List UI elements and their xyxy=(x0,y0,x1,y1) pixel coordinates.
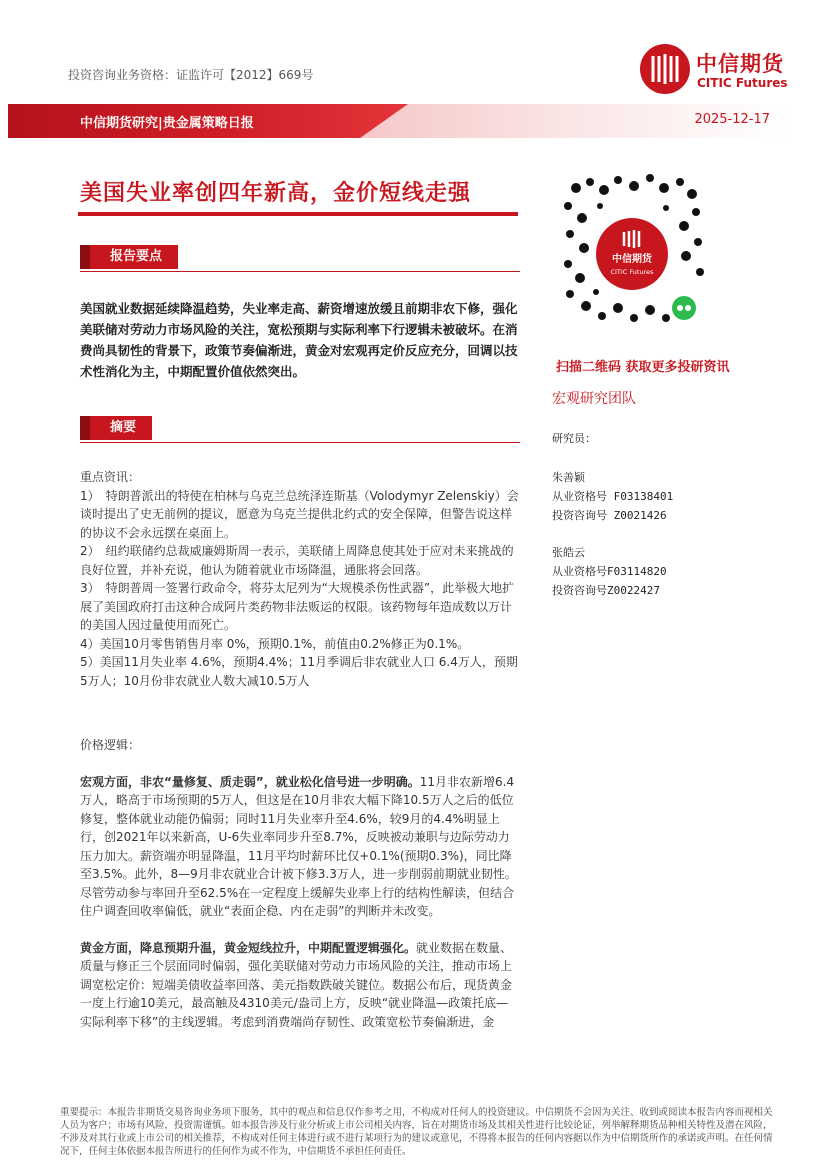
researcher-label: 研究员： xyxy=(552,432,596,445)
logo-mark-icon xyxy=(640,44,690,94)
logo-text-cn: 中信期货 xyxy=(696,52,784,76)
gold-lead: 黄金方面，降息预期升温，黄金短线拉升，中期配置逻辑强化。 xyxy=(80,940,417,955)
news-heading: 重点资讯： xyxy=(80,470,141,484)
highlights-section-tag xyxy=(80,245,520,269)
abstract-tag-label: 摘要 xyxy=(80,416,152,440)
qr-code[interactable] xyxy=(556,168,708,340)
highlights-rule xyxy=(80,271,520,272)
researcher-consult-id: 投资咨询号Z0022427 xyxy=(552,584,660,597)
researcher-qualification: 从业资格号 F03138401 xyxy=(552,490,674,503)
summary-paragraph: 美国就业数据延续降温趋势，失业率走高、薪资增速放缓且前期非农下修，强化美联储对劳动力市场风险的关注，宽松预期与实际利率下行逻辑未被破坏。在消费尚具韧性的背景下，政策节奏偏渐进，黄金对宏观再定价反应充分，回调以技术性消化为主，中期配置价值依然突出。 xyxy=(80,301,518,379)
qr-caption: 扫描二维码 获取更多投研资讯 xyxy=(556,360,730,375)
abstract-rule xyxy=(80,442,520,443)
svg-text:CITIC Futures: CITIC Futures xyxy=(610,268,654,276)
researcher-name: 朱善颖 xyxy=(552,471,585,484)
report-title: 美国失业率创四年新高，金价短线走强 xyxy=(80,181,472,206)
banner-title: 中信期货研究|贵金属策略日报 xyxy=(80,116,254,131)
macro-paragraph xyxy=(80,773,520,921)
news-block xyxy=(80,468,520,690)
researcher-card xyxy=(552,468,673,525)
logo-text-en: CITIC Futures xyxy=(697,76,788,90)
macro-body: 11月非农新增6.4万人，略高于市场预期的5万人，但这是在10月非农大幅下降10.5万人之后的低位修复，整体就业动能仍偏弱；同时11月失业率升至4.6%，较9月的4.4%明显上行，创2021年以来新高，U-6失业率同步升至8.7%，反映被动兼职与边际劳动力压力加大。薪资端亦明显降温，11月平均时薪环比仅+0.1%(预期0.3%)，同比降至3.5%。此外，8—9月非农就业合计被下修3.3万人，进一步削弱前期就业韧性。尽管劳动参与率回升至62.5%在一定程度上缓解失业率上行的结构性解读，但结合住户调查回收率偏低，就业“表面企稳、内在走弱”的判断并未改变。 xyxy=(80,774,517,918)
news-item: 3） 特朗普周一签署行政命令，将芬太尼列为“大规模杀伤性武器”，此举极大地扩展了美国政府打击这种合成阿片类药物非法贩运的权限。该药物每年造成数以万计的美国人因过量使用而死亡。 xyxy=(80,581,515,632)
gold-paragraph xyxy=(80,939,520,1032)
gold-body: 就业数据在数量、质量与修正三个层面同时偏弱，强化美联储对劳动力市场风险的关注，推动市场上调宽松定价：短端美债收益率回落、美元指数跌破关键位。数据公布后，现货黄金一度上行逾10美元，最高触及4310美元/盎司上方，反映“就业降温—政策托底—实际利率下移”的主线逻辑。考虑到消费端尚存韧性、政策宽松节奏偏渐进，金 xyxy=(80,940,513,1029)
qr-pattern-icon xyxy=(556,168,708,340)
researcher-name: 张皓云 xyxy=(552,546,585,559)
report-banner xyxy=(8,104,788,138)
researcher-consult-id: 投资咨询号 Z0021426 xyxy=(552,509,667,522)
abstract-section-tag xyxy=(80,416,520,440)
news-item: 1） 特朗普派出的特使在柏林与乌克兰总统泽连斯基（Volodymyr Zelenskiy）会谈时提出了史无前例的提议，愿意为乌克兰提供北约式的安全保障，但警告说这样的协议不会永远摆在桌面上。 xyxy=(80,488,519,540)
disclaimer-footer: 重要提示：本报告非期货交易咨询业务项下服务，其中的观点和信息仅作参考之用，不构成对任何人的投资建议。中信期货不会因为关注、收到或阅读本报告内容而视相关人员为客户；市场有风险，投资需谨慎。如本报告涉及行业分析或上市公司相关内容，旨在对期货市场及其相关性进行比较论证，列举解释期货品种相关特性及潜在风险，不涉及对其行业或上市公司的相关推荐，不构成对任何主体进行或不进行某项行为的建议或意见，不得将本报告的任何内容据以作为中信期货所作的承诺或声明。在任何情况下，任何主体依据本报告所进行的任何作为或不作为，中信期货不承担任何责任。 xyxy=(60,1107,773,1157)
news-item: 2） 纽约联储约总裁威廉姆斯周一表示，美联储上周降息使其处于应对未来挑战的良好位置，并补充说，他认为随着就业市场降温，通胀将会回落。 xyxy=(80,544,514,577)
license-note: 投资咨询业务资格：证监许可【2012】669号 xyxy=(68,68,314,82)
citic-logo xyxy=(640,44,805,96)
title-divider xyxy=(78,212,518,216)
macro-lead: 宏观方面，非农“量修复、质走弱”，就业松化信号进一步明确。 xyxy=(80,774,420,789)
logic-block xyxy=(80,736,520,1031)
highlights-tag-label: 报告要点 xyxy=(80,245,178,269)
researcher-card xyxy=(552,543,667,600)
team-name: 宏观研究团队 xyxy=(552,391,636,407)
news-item: 5）美国11月失业率 4.6%，预期4.4%；11月季调后非农就业人口 6.4万人，预期5万人；10月份非农就业人数大减10.5万人 xyxy=(80,655,518,688)
logic-heading: 价格逻辑： xyxy=(80,738,141,752)
researcher-qualification: 从业资格号F03114820 xyxy=(552,565,667,578)
svg-text:中信期货: 中信期货 xyxy=(612,254,652,265)
report-date: 2025-12-17 xyxy=(694,112,770,127)
news-item: 4）美国10月零售销售月率 0%，预期0.1%，前值由0.2%修正为0.1%。 xyxy=(80,636,470,651)
